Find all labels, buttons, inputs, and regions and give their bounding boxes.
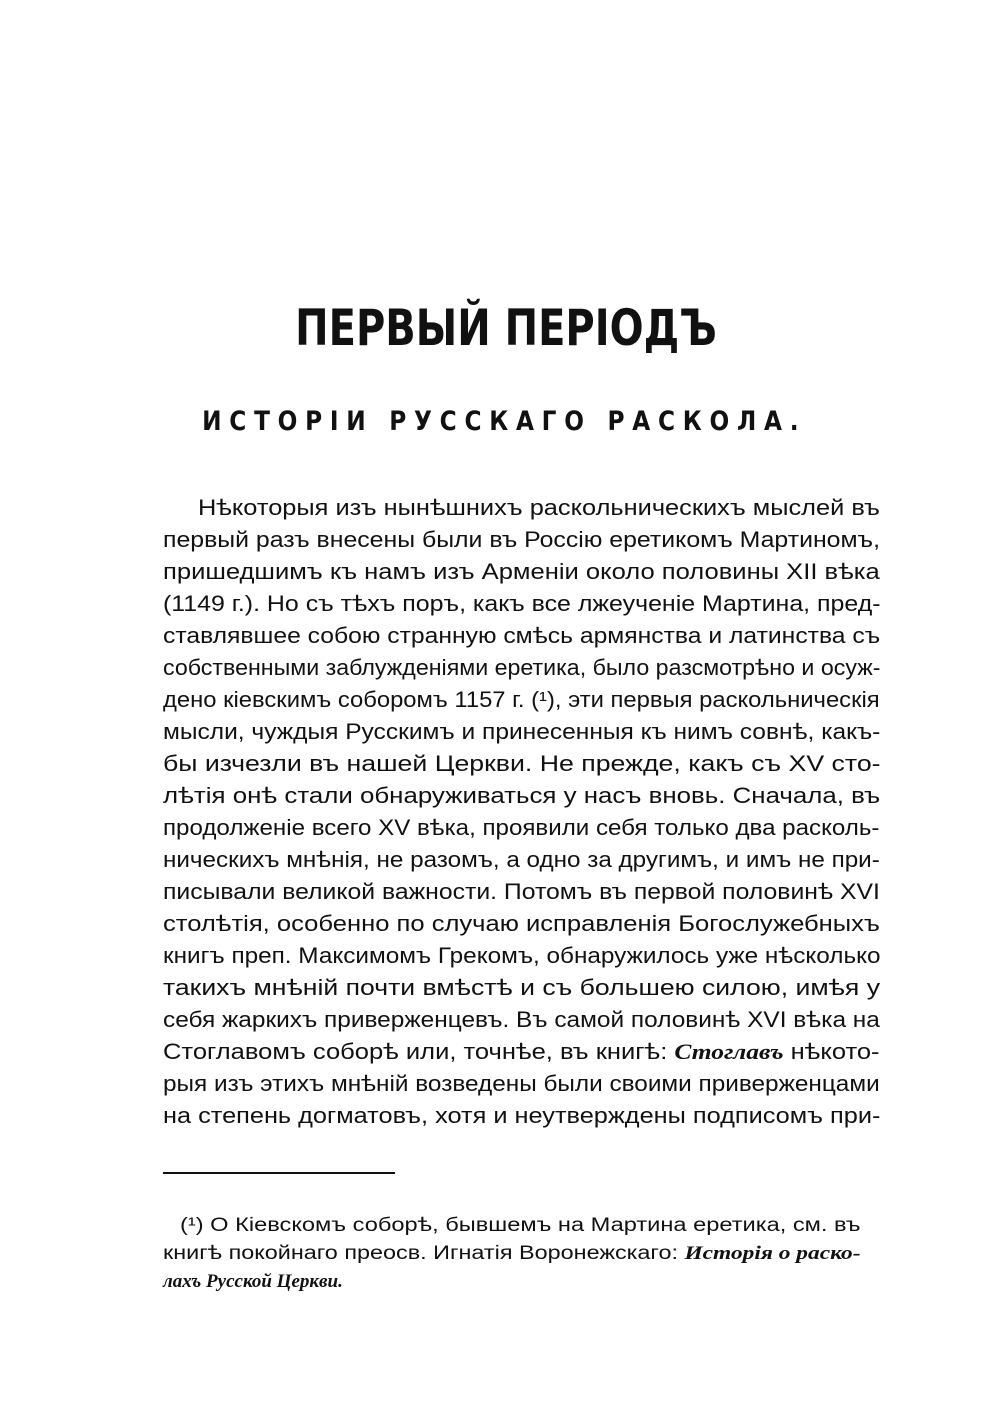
text-line: ставлявшее собою странную смѣсь армянства и латинства съ bbox=[163, 623, 881, 648]
footnote-line: книгѣ покойнаго преосв. Игнатія Воронежскаго: Исторія о раско- bbox=[163, 1243, 861, 1264]
text-line: мысли, чуждыя Русскимъ и принесенныя къ нимъ совнѣ, какъ- bbox=[163, 719, 881, 744]
chapter-subtitle: ИСТОРІИ РУССКАГО РАСКОЛА. bbox=[202, 406, 807, 437]
text-line: (1149 г.). Но съ тѣхъ поръ, какъ все лжеученіе Мартина, пред- bbox=[163, 591, 881, 616]
text-line: Стоглавомъ соборѣ или, точнѣе, въ книгѣ: Стоглавъ нѣкото- bbox=[163, 1039, 880, 1064]
chapter-title: ПЕРВЫЙ ПЕРІОДЪ bbox=[295, 299, 717, 357]
footnote-line: (¹) О Кіевскомъ соборѣ, бывшемъ на Мартина еретика, см. въ bbox=[180, 1215, 861, 1236]
footnote-divider bbox=[163, 1172, 395, 1174]
text-line: дено кіевскимъ соборомъ 1157 г. (¹), эти первыя раскольническія bbox=[163, 687, 880, 712]
text-line: писывали великой важности. Потомъ въ первой половинѣ XVI bbox=[163, 879, 880, 904]
text-line: первый разъ внесены были въ Россію еретикомъ Мартиномъ, bbox=[163, 527, 880, 552]
text-line: пришедшимъ къ намъ изъ Арменіи около половины XII вѣка bbox=[163, 559, 880, 584]
text-line: Нѣкоторыя изъ нынѣшнихъ раскольническихъ мыслей въ bbox=[198, 495, 880, 520]
italic-book-title: Стоглавъ bbox=[674, 1039, 784, 1064]
footnote-line: лахъ Русской Церкви. bbox=[163, 1271, 343, 1292]
text-line: себя жаркихъ приверженцевъ. Въ самой половинѣ XVI вѣка на bbox=[163, 1007, 880, 1032]
text-line: ническихъ мнѣнія, не разомъ, а одно за другимъ, и имъ не при- bbox=[163, 847, 880, 872]
text-line: рыя изъ этихъ мнѣній возведены были своими приверженцами bbox=[163, 1071, 880, 1096]
text-line: столѣтія, особенно по случаю исправленія Богослужебныхъ bbox=[163, 911, 880, 936]
text-line: бы изчезли въ нашей Церкви. Не прежде, какъ съ XV сто- bbox=[163, 751, 881, 776]
text-line: книгъ преп. Максимомъ Грекомъ, обнаружилось уже нѣсколько bbox=[163, 943, 881, 968]
text-line: такихъ мнѣній почти вмѣстѣ и съ большею силою, имѣя у bbox=[163, 975, 881, 1000]
text-line: лѣтія онѣ стали обнаруживаться у насъ вновь. Сначала, въ bbox=[163, 783, 881, 808]
text-line: продолженіе всего XV вѣка, проявили себя только два расколь- bbox=[163, 815, 880, 840]
text-line: собственными заблужденіями еретика, было разсмотрѣно и осуж- bbox=[163, 655, 881, 680]
text-line: на степень догматовъ, хотя и неутверждены подписомъ при- bbox=[163, 1103, 881, 1128]
